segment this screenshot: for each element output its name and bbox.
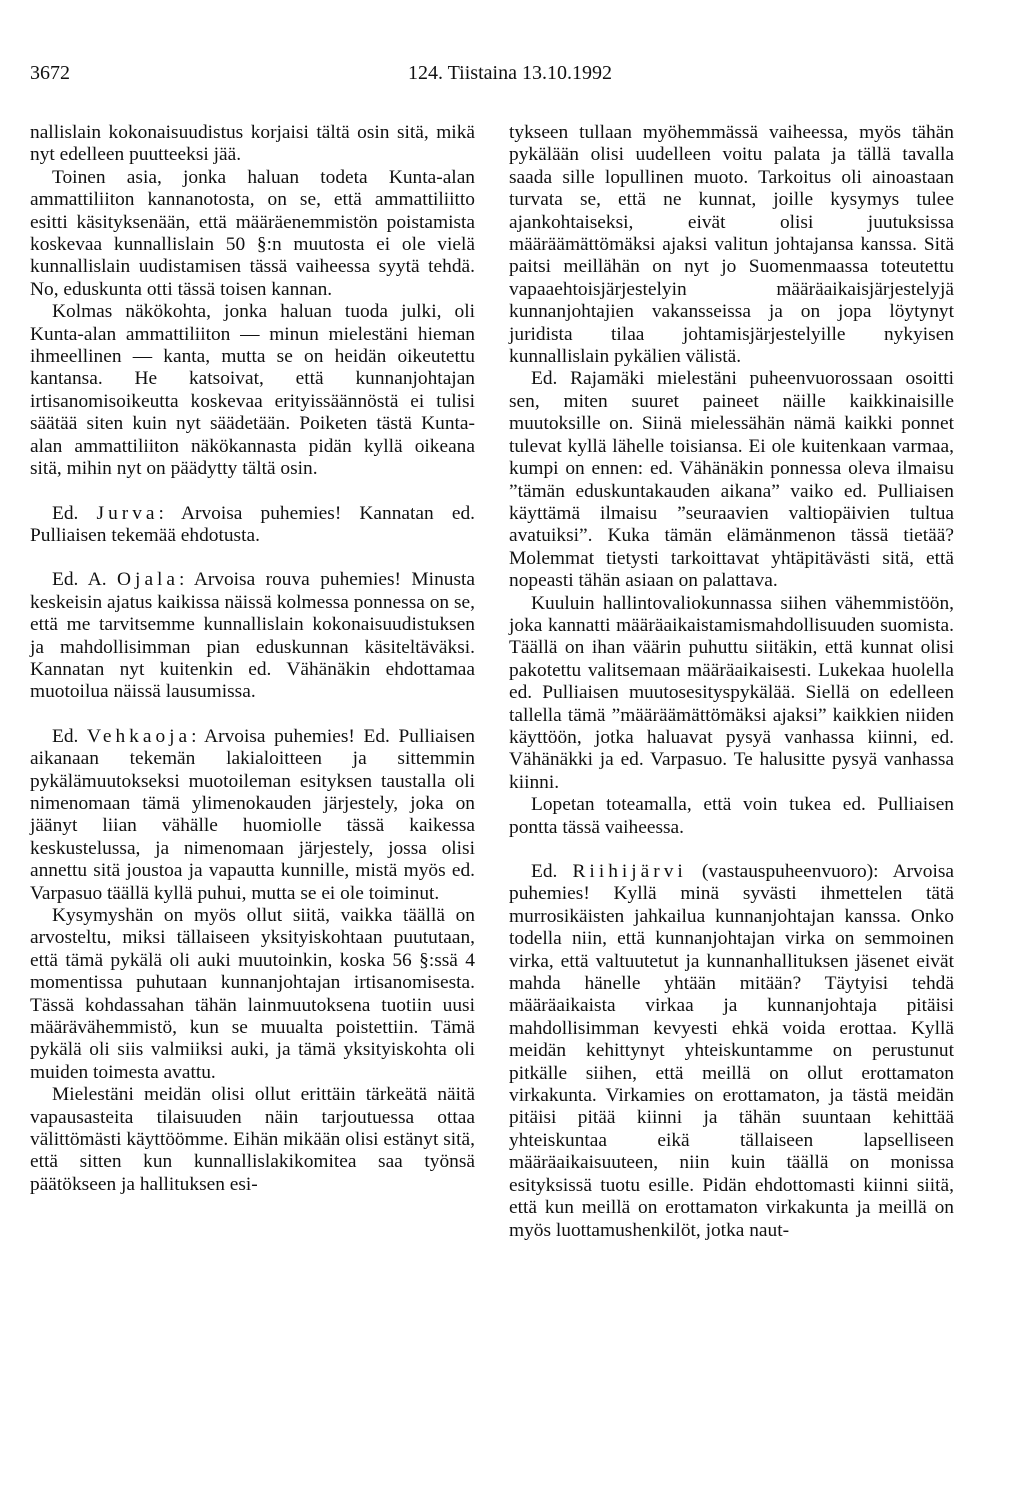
paragraph <box>509 593 954 795</box>
paragraph-text: Lopetan toteamalla, että voin tukea ed. Pulliaisen pontta tässä vaiheessa. <box>509 794 954 838</box>
speaker-suffix: : <box>179 569 194 591</box>
paragraph-text: Kolmas näkökohta, jonka haluan tuoda julki, oli Kunta-alan ammattiliiton — minun mielestäni hieman ihmeellinen — kanta, mutta se on heidän oikeutettu kantansa. He katsoivat, että kunnanjohtajan irtisanomisoikeutta koskevaa erityissäännöstä ei tulisi säätää siten kuin nyt säädetään. Poiketen tästä Kunta-alan ammattiliiton näkökannasta pidän kyllä oikeana sitä, mihin nyt on päädytty tältä osin. <box>30 301 475 480</box>
speaker-prefix: Ed. <box>52 725 88 747</box>
paragraph <box>30 122 475 167</box>
paragraph-text: Ed. Rajamäki mielestäni puheenvuorossaan osoitti sen, miten suuret paineet näille kaikkinaisille muutoksille on. Siinä mielessähän nämä kaikki ponnet tulevat kyllä lähelle toisiansa. Ei ole kuitenkaan varmaa, kumpi on ennen: ed. Vähänäkin ponnessa oleva ilmaisu ”tämän eduskuntakauden aikana” vaiko ed. Pulliaisen käyttämä ilmaisu ”seuraavien valtiopäivien tultua avatuiksi”. Kuka tämän elämänmenon tässä tietää? Molemmat tietysti tarkoittavat yhtäpitävästi sitä, että nopeasti tähän asiaan on palattava. <box>509 368 954 592</box>
speaker-suffix: : <box>191 725 205 747</box>
speaker-prefix: Ed. <box>531 861 573 882</box>
paragraph <box>30 503 475 548</box>
paragraph <box>509 122 954 368</box>
paragraph-text: Toinen asia, jonka haluan todeta Kunta-alan ammattiliiton kannanotosta, on se, että ammattiliitto esitti käsityksenään, että määräenemmistön poistamista koskevaa kunnallislain 50 §:n muutosta ei ole vielä kunnallislain uudistamisen tässä vaiheessa syytä tehdä. No, eduskunta otti tässä toisen kannan. <box>30 166 475 300</box>
paragraph-text: Arvoisa puhemies! Kannatan ed. Pulliaisen tekemää ehdotusta. <box>30 502 475 546</box>
right-column <box>509 122 954 1242</box>
paragraph <box>30 1084 475 1196</box>
paragraph-text: Arvoisa puhemies! Ed. Pulliaisen aikanaan tekemän lakialoitteen ja sittemmin pykälämuutokseksi muotoileman esityksen taustalla oli nimenomaan tämä ylimenokauden järjestely, joka on jäänyt liian vähälle huomiolle tässä kaikessa keskustelussa, ja nimenomaan järjestely, jossa olisi annettu sitä joustoa ja vapautta kunnille, mistä myös ed. Varpasuo täällä kyllä puhui, mutta se ei ole toiminut. <box>30 725 475 904</box>
paragraph <box>509 368 954 592</box>
page-number: 3672 <box>30 62 70 84</box>
speaker-name: Ojala <box>117 569 180 591</box>
page-header <box>30 62 990 86</box>
paragraph-text: Kuuluin hallintovaliokunnassa siihen vähemmistöön, joka kannatti määräaikaistamismahdollisuuden suomista. Täällä on ihan väärin puhuttu siitäkin, että kunnat olisi pakotettu valitsemaan määräaikaisesti. Lukekaa huolella ed. Pulliaisen muutosesityspykälää. Siellä on edelleen tallella tämä ”määräämättömäksi ajaksi” kaikkien niiden käyttöön, jotka haluavat pysyä vanhassa kiinni, ed. Vähänäkki ja ed. Varpasuo. Te halusitte pysyä vanhassa kiinni. <box>509 592 954 793</box>
paragraph-text: Kysymyshän on myös ollut siitä, vaikka täällä on arvosteltu, miksi tällaiseen yksityiskohtaan puututaan, että tämä pykälä oli auki muutoinkin, koska 56 §:ssä 4 momentissa puhutaan kunnanjohtajan irtisanomisesta. Tässä kohdassahan tähän lainmuutoksena tuotiin uusi määrävähemmistö, kun se muualta poistettiin. Tämä pykälä oli siis valmiiksi auki, ja tämä yksityiskohta oli muiden toimesta avattu. <box>30 905 475 1083</box>
paragraph <box>30 167 475 301</box>
paragraph <box>30 301 475 480</box>
speaker-prefix: Ed. <box>52 502 97 524</box>
paragraph-text: tykseen tullaan myöhemmässä vaiheessa, myös tähän pykälään olisi uudelleen voitu palata ja tällä tavalla saada sille lopullinen muoto. Tarkoitus oli ainoastaan turvata se, että ne kunnat, joille kysymys tulee ajankohtaiseksi, eivät olisi juutuksissa määräämättömäksi ajaksi valitun johtajansa kanssa. Sitä paitsi meillähän on nyt jo Suomenmaassa toteutettu vapaaehtoisjärjestelyin määräaikaisjärjestelyjä kunnanjohtajien vakansseissa ja on jopa löytynyt juridista tilaa johtamisjärjestelyille nykyisen kunnallislain pykälien välistä. <box>509 122 954 368</box>
paragraph <box>509 861 954 1242</box>
speaker-prefix: Ed. A. <box>52 569 118 591</box>
paragraph-text: Arvoisa rouva puhemies! Minusta keskeisin ajatus kaikissa näissä kolmessa ponnessa on se, että me tarvitsemme kunnallislain kokonaisuudistuksen ja mahdollisimman pian eduskunnan käsiteltäväksi. Kannatan nyt kuitenkin ed. Vähänäkin ehdottamaa muotoilua näissä lausumissa. <box>30 569 475 703</box>
speaker-suffix: : <box>158 502 181 524</box>
speaker-name: Vehkaoja <box>87 725 192 747</box>
paragraph <box>509 794 954 839</box>
paragraph <box>30 569 475 703</box>
paragraph <box>30 726 475 905</box>
running-head: 124. Tiistaina 13.10.1992 <box>408 62 612 84</box>
left-column <box>30 122 475 1196</box>
speaker-suffix: (vastauspuheenvuoro): <box>686 861 893 882</box>
paragraph-text: Mielestäni meidän olisi ollut erittäin tärkeätä näitä vapausasteita tilaisuuden näin tarjoutuessa ottaa välittömästi käyttöömme. Eihän mikään olisi estänyt sitä, että sitten kun kunnallislakikomitea saa työnsä päätökseen ja hallituksen esi- <box>30 1084 475 1195</box>
paragraph-text: nallislain kokonaisuudistus korjaisi tältä osin sitä, mikä nyt edelleen puutteeksi jää. <box>30 122 475 166</box>
speaker-name: Jurva <box>96 502 159 524</box>
paragraph-text: Arvoisa puhemies! Kyllä minä syvästi ihmettelen tätä murrosikäisten jahkailua kunnanjohtajan kanssa. Onko todella niin, että kunnanjohtajan virka on semmoinen virka, että valtuutetut ja kunnanhallituksen jäsenet eivät mahda hänelle yhtään mitään? Täytyisi tehdä määräaikaista virkaa ja kunnanjohtaja pitäisi mahdollisimman kevyesti ehkä voida erottaa. Kyllä meidän kehittynyt yhteiskuntamme on perustunut pitkälle siihen, että meillä on ollut erottamaton virkakunta. Virkamies on erottamaton, ja tästä meidän pitäisi pitää kiinni ja tähän suuntaan kehittää yhteiskuntaa eikä tällaiseen lapselliseen määräaikaisuuteen, niin kuin täällä on monissa esityksissä tuotu esille. Pidän ehdottomasti kiinni siitä, että kun meillä on erottamaton virkakunta ja meillä on myös luottamushenkilöt, jotka naut- <box>509 861 954 1241</box>
speaker-name: Riihijärvi <box>572 861 687 882</box>
paragraph <box>30 905 475 1084</box>
